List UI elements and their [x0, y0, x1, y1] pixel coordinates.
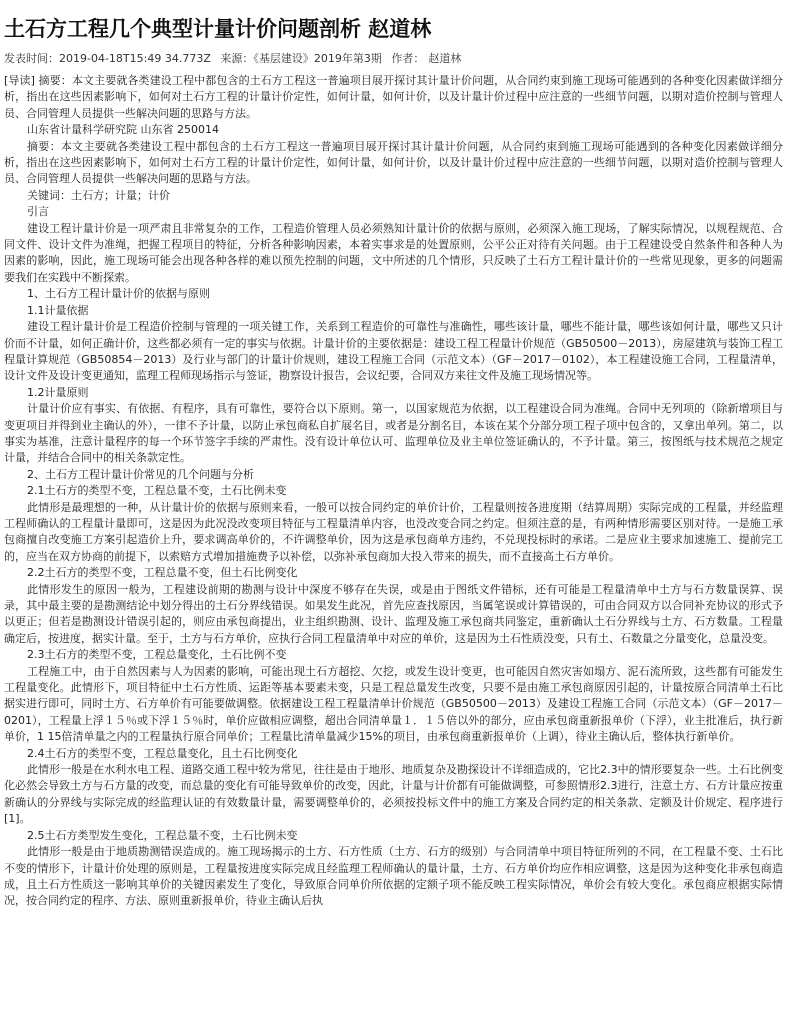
author	[391, 52, 461, 65]
paragraph: 2.1土石方的类型不变，工程总量不变，土石比例未变	[27, 484, 287, 498]
author-value: 赵道林	[428, 52, 462, 65]
article-title: 土石方工程几个典型计量计价问题剖析 赵道林	[4, 17, 432, 41]
paragraph: 此情形一般是在水利水电工程、道路交通工程中较为常见，往往是由于地形、地质复杂及勘探设计不详细造成的，它比2.3中的情形要复杂一些。土石比例变化必然会导致土方与石方量的改变，而总量的变化有可能导致单价的改变，因此，计量与计价都有可能做调整，可参照情形2.3进行，注意土方、石方计量应按重新确认的分界线与实际完成的经监理认证的有效数量计量，需要调整单价的，必须按投标文件中的施工方案及合同约定的相关条款、定额及计价规定、程序进行[1]。	[4, 763, 783, 826]
paragraph: 1、土石方工程计量计价的依据与原则	[27, 287, 210, 301]
paragraph: 2.2土石方的类型不变，工程总量不变，但土石比例变化	[27, 566, 298, 580]
paragraph: 2.3土石方的类型不变，工程总量变化，土石比例不变	[27, 648, 287, 662]
paragraph: 建设工程计量计价是一项严肃且非常复杂的工作，工程造价管理人员必须熟知计量计价的依据与原则，必须深入施工现场，了解实际情况，以规程规范、合同文件、设计文件为准绳，把握工程项目的特征，分析各种影响因素，本着实事求是的处置原则，公平公正对待有关问题。由于工程建设受自然条件和各种人为因素的影响，因此，施工现场可能会出现各种各样的难以预先控制的问题，文中所述的几个情形，只反映了土石方工程计量计价的一些常见现象，更多的问题需要我们在实践中不断探索。	[4, 221, 783, 284]
paragraph: 此情形是最理想的一种，从计量计价的依据与原则来看，一般可以按合同约定的单价计价，工程量则按各进度期（结算周期）实际完成的工程量，并经监理工程师确认的工程量计量即可，这是因为此况没改变项目特征与工程量清单内容，也没改变合同之约定。但须注意的是，有两种情形需要区别对待。一是施工承包商擅自改变施工方案引起造价上升，要求调高单价的，不许调整单价，因为这是承包商单方违约，不兑现投标时的承诺。二是应业主要求加速施工、提前完工的，应当在双方协商的前提下，以索赔方式增加措施费予以补偿，以弥补承包商加大投入带来的损失，而不直接高土石方单价。	[4, 500, 783, 563]
paragraph: 引言	[27, 205, 49, 219]
source-value: 《基层建设》2019年第3期	[253, 52, 382, 65]
paragraph: 建设工程计量计价是工程造价控制与管理的一项关键工作，关系到工程造价的可靠性与准确性，哪些该计量，哪些不能计量，哪些该如何计量，哪些又只计价而不计量，如何正确计价，这些都必须有一定的事实与依据。计量计价的主要依据是：建设工程工程量计价规范（GB50500－2013），房屋建筑与装饰工程工程量计算规范（GB50854－2013）及行业与部门的计量计价规则，建设工程施工合同（示范文本）（GF－2017－0102），本工程建设施工合同，工程量清单，设计文件及设计变更通知，监理工程师现场指示与签证，勘察设计报告，会议纪要，合同双方来往文件及施工现场情况等。	[4, 320, 783, 383]
paragraph: 关键词：土石方；计量；计价	[27, 188, 170, 202]
source	[220, 52, 382, 65]
paragraph: 摘要：本文主要就各类建设工程中都包含的土石方工程这一普遍项目展开探讨其计量计价问题，从合同约束到施工现场可能遇到的各种变化因素做详细分析，指出在这些因素影响下，如何对土石方工程的计量计价定性，如何计量，如何计价，以及计量计价过程中应注意的一些细节问题，以期对造价控制与管理人员、合同管理人员提供一些解决问题的思路与方法。	[4, 139, 783, 186]
article-body	[4, 73, 783, 910]
paragraph: 2.5土石方类型发生变化，工程总量不变，土石比例未变	[27, 828, 298, 842]
publish-time	[4, 52, 211, 65]
paragraph: 工程施工中，由于自然因素与人为因素的影响，可能出现土石方超挖、欠挖，或发生设计变更，也可能因自然灾害如塌方、泥石流所致，这些都有可能发生工程量变化。此情形下，项目特征中土石方性质、运距等基本要素未变，只是工程总量发生改变，只要不是由施工承包商原因引起的，计量按原合同清单土石比据实进行即可，同时土方、石方单价有可能要做调整。依据建设工程工程量清单计价规范（GB50500－2013）及建设工程施工合同（示范文本）（GF－2017－0201），工程量上浮１５％或下浮１５％时，单价应做相应调整，超出合同清单量１．１５倍以外的部分，应由承包商重新报单价（下浮），业主批准后，执行新单价，1 15倍清单量之内的工程量执行原合同单价；工程量比清单量减少15%的项目，由承包商重新报单价（上调），待业主确认后，整体执行新单价。	[4, 664, 783, 744]
author-label: 作者：	[391, 52, 425, 65]
source-label: 来源：	[220, 52, 254, 65]
publish-value: 2019-04-18T15:49 34.773Z	[59, 52, 211, 65]
paragraph: 1.1计量依据	[27, 303, 89, 317]
paragraph: 2.4土石方的类型不变，工程总量变化，且土石比例变化	[27, 746, 298, 760]
paragraph: 此情形发生的原因一般为，工程建设前期的勘测与设计中深度不够存在失误，或是由于图纸文件错标，还有可能是工程量清单中土方与石方数量误算、误录，其中最主要的是勘测结论中划分得出的土石分界线错误。如果发生此况，首先应查找原因，当属笔误或计算错误的，可由合同双方以合同补充协议的形式予以更正；但若是勘测设计错误引起的，则应由承包商提出，业主组织勘测、设计、监理及施工承包商共同鉴定，重新确认土石分界线与土方、石方数量。工程量确定后，按进度，据实计量。至于，土方与石方单价，应执行合同工程量清单中对应的单价，这是因为土石性质没变，只有土、石数量之分量变化，总量没变。	[4, 582, 783, 645]
paragraph: [导读] 摘要：本文主要就各类建设工程中都包含的土石方工程这一普遍项目展开探讨其计量计价问题，从合同约束到施工现场可能遇到的各种变化因素做详细分析，指出在这些因素影响下，如何对土石方工程的计量计价定性，如何计量，如何计价，以及计量计价过程中应注意的一些细节问题，以期对造价控制与管理人员、合同管理人员提供一些解决问题的思路与方法。	[4, 74, 783, 120]
paragraph: 2、土石方工程计量计价常见的几个问题与分析	[27, 467, 254, 481]
paragraph: 计量计价应有事实、有依据、有程序，具有可靠性，要符合以下原则。第一，以国家规范为依据，以工程建设合同为准绳。合同中无列项的（除新增项目与变更项目并得到业主确认的外），一律不予计量，以防止承包商私自扩展名目，或者是分割名目，本该在某个分部分项工程子项中包含的，又拿出单列。第二，以事实为基准，注意计量程序的每一个环节签字手续的严肃性。没有设计单位认可、监理单位及业主单位签证确认的，不予计量。第三，按图纸与技术规范之规定计量，并结合合同中的相关条款定性。	[4, 402, 783, 465]
article-meta	[4, 50, 783, 67]
paragraph: 此情形一般是由于地质勘测错误造成的。施工现场揭示的土方、石方性质（土方、石方的级别）与合同清单中项目特征所列的不同，在工程量不变、土石比不变的情形下，计量计价处理的原则是，工程量按进度实际完成且经监理工程师确认的量计量，土方、石方单价均应作相应调整，这是因为这种变化非承包商造成，且土石方性质这一影响其单价的关键因素发生了变化，导致原合同单价所依据的定额子项不能反映工程实际情况，单价会有较大变化。承包商应根据实际情况，按合同约定的程序、方法、原则重新报单价，待业主确认后执	[4, 845, 783, 908]
paragraph: 山东省计量科学研究院 山东省 250014	[27, 123, 219, 137]
paragraph: 1.2计量原则	[27, 385, 89, 399]
publish-label: 发表时间：	[4, 52, 59, 65]
